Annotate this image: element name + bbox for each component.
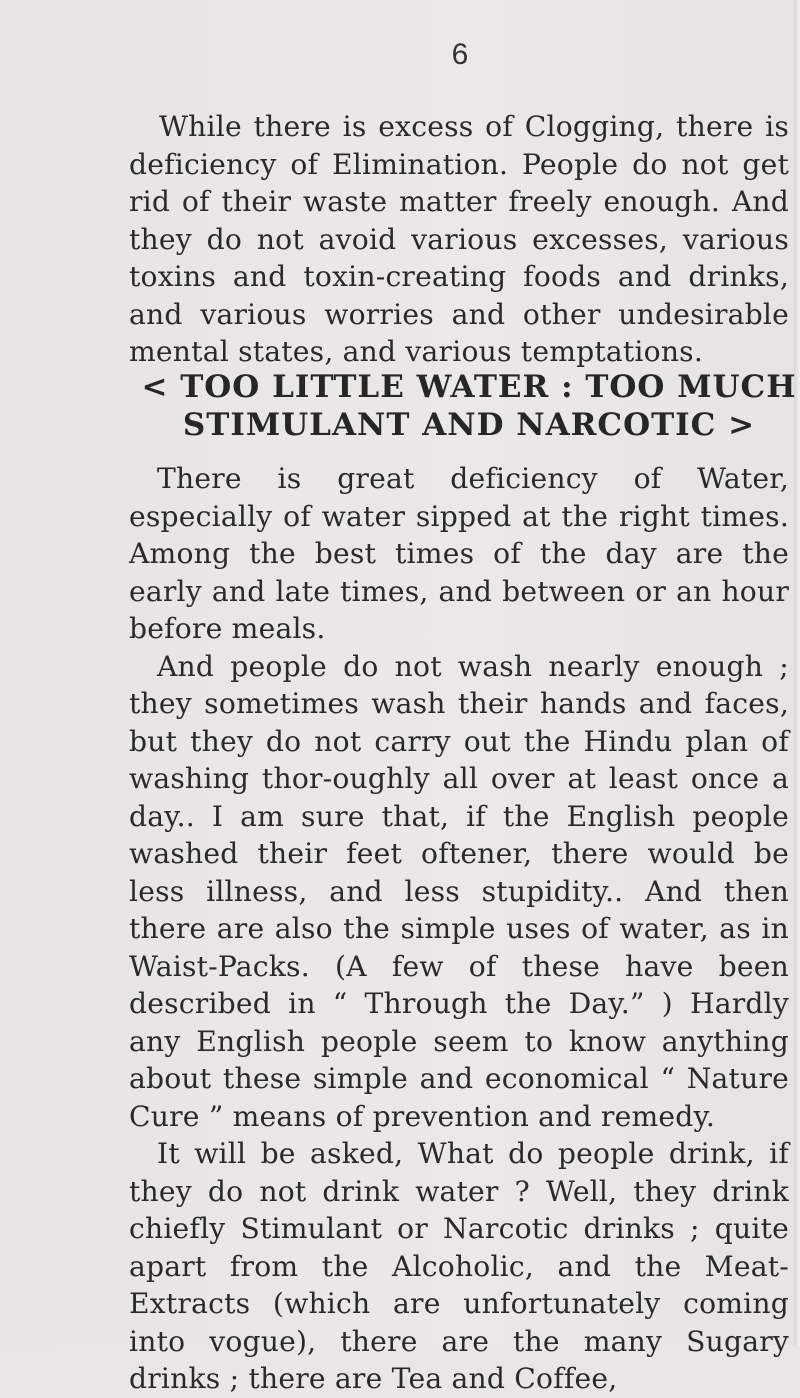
body-paragraph-washing: And people do not wash nearly enough ; they sometimes wash their hands and faces, but they do not carry out the Hindu plan of washing thor-oughly all over at least once a day.. I am sure that, if the English people washed their feet oftener, there would be less illness, and less stupidity.. And then there are also the simple uses of water, as in Waist-Packs. (A few of these have been described in “ Through the Day.” ) Hardly any English people seem to know anything about these simple and economical “ Nature Cure ” means of prevention and remedy. bbox=[129, 649, 789, 1133]
intro-paragraph: While there is excess of Clogging, there is deficiency of Elimination. People do not get rid of their waste matter freely enough. And they do not avoid various excesses, various toxins and toxin-creating foods and drinks, and various worries and other undesirable mental states, and various temptations. bbox=[129, 110, 789, 368]
section-heading bbox=[129, 368, 800, 444]
section-heading-line-1: < TOO LITTLE WATER : TOO MUCH bbox=[141, 369, 797, 405]
body-paragraph-water: There is great deficiency of Water, especially of water sipped at the right times. Among the best times of the day are the early and late times, and between or an hour before meals. bbox=[129, 462, 789, 645]
page-edge bbox=[794, 0, 800, 1345]
section-heading-line-2: STIMULANT AND NARCOTIC > bbox=[182, 407, 756, 443]
intro-text-block bbox=[129, 108, 789, 371]
body-paragraph-drinks: It will be asked, What do people drink, if they do not drink water ? Well, they drink chiefly Stimulant or Narcotic drinks ; quite apart from the Alcoholic, and the Meat-Extracts (which are unfortunately coming into vogue), there are the many Sugary drinks ; there are Tea and Coffee, bbox=[129, 1137, 789, 1395]
page-number: 6 bbox=[451, 38, 469, 71]
body-text-block bbox=[129, 460, 789, 1398]
